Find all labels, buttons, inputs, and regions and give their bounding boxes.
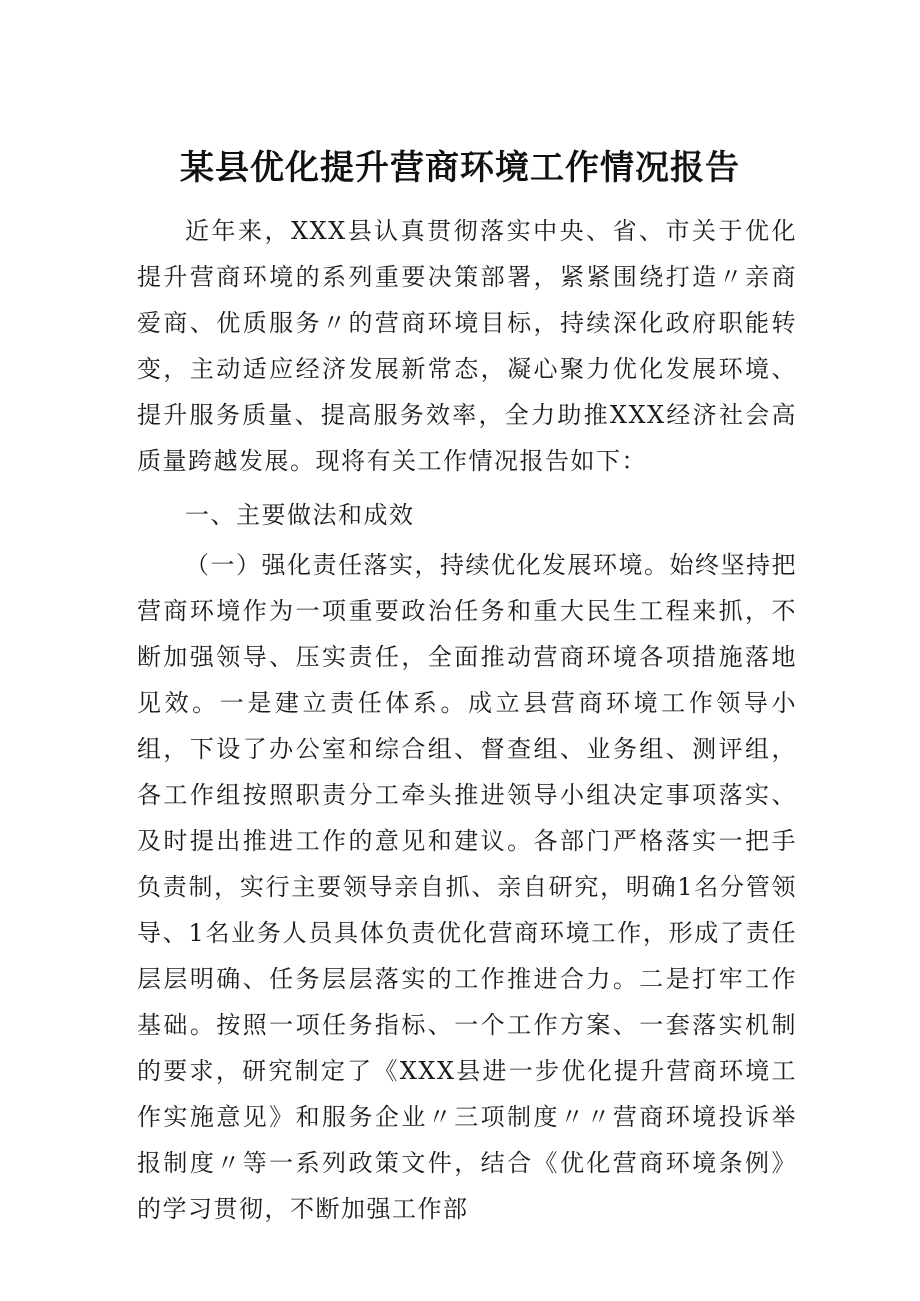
document-title: 某县优化提升营商环境工作情况报告 <box>180 148 740 188</box>
section-heading: 一、主要做法和成效 <box>185 501 415 529</box>
document-body <box>137 208 797 1232</box>
section-paragraph: （一）强化责任落实，持续优化发展环境。始终坚持把营商环境作为一项重要政治任务和重大民生工程来抓，不断加强领导、压实责任，全面推动营商环境各项措施落地见效。一是建立责任体系。成立县营商环境工作领导小组，下设了办公室和综合组、督查组、业务组、测评组，各工作组按照职责分工牵头推进领导小组决定事项落实、及时提出推进工作的意见和建议。各部门严格落实一把手负责制，实行主要领导亲自抓、亲自研究，明确1名分管领导、1名业务人员具体负责优化营商环境工作，形成了责任层层明确、任务层层落实的工作推进合力。二是打牢工作基础。按照一项任务指标、一个工作方案、一套落实机制的要求，研究制定了《XXX县进一步优化提升营商环境工作实施意见》和服务企业〃三项制度〃〃营商环境投诉举报制度〃等一系列政策文件，结合《优化营商环境条例》的学习贯彻，不断加强工作部 <box>137 551 797 1223</box>
intro-paragraph: 近年来，XXX县认真贯彻落实中央、省、市关于优化提升营商环境的系列重要决策部署，紧紧围绕打造〃亲商爱商、优质服务〃的营商环境目标，持续深化政府职能转变，主动适应经济发展新常态，凝心聚力优化发展环境、提升服务质量、提高服务效率，全力助推XXX经济社会高质量跨越发展。现将有关工作情况报告如下： <box>137 217 797 475</box>
